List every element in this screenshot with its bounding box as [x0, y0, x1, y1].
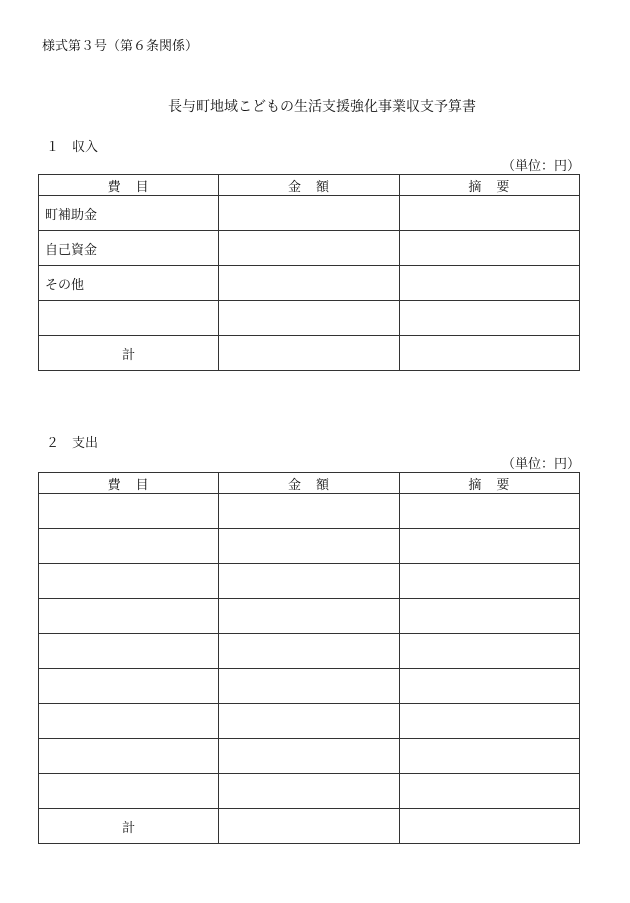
- form-number: 様式第３号（第６条関係）: [42, 39, 199, 54]
- header-summary: 摘 要: [399, 175, 579, 196]
- amount-cell[interactable]: [219, 809, 399, 844]
- summary-cell[interactable]: [399, 494, 579, 529]
- summary-cell[interactable]: [399, 564, 579, 599]
- amount-cell[interactable]: [219, 266, 399, 301]
- header-summary: 摘 要: [399, 473, 579, 494]
- document-title: 長与町地域こどもの生活支援強化事業収支予算書: [168, 99, 476, 115]
- header-item: 費 目: [39, 175, 219, 196]
- income-table: [38, 174, 580, 371]
- table-row: [39, 739, 580, 774]
- summary-cell[interactable]: [399, 301, 579, 336]
- summary-cell[interactable]: [399, 809, 579, 844]
- amount-cell[interactable]: [219, 529, 399, 564]
- table-header-row: [39, 175, 580, 196]
- summary-cell[interactable]: [399, 599, 579, 634]
- table-row: [39, 704, 580, 739]
- amount-cell[interactable]: [219, 774, 399, 809]
- item-cell[interactable]: [39, 494, 219, 529]
- table-row: [39, 529, 580, 564]
- amount-cell[interactable]: [219, 231, 399, 266]
- income-heading: １ 収入: [46, 140, 99, 155]
- summary-cell[interactable]: [399, 266, 579, 301]
- item-cell[interactable]: [39, 599, 219, 634]
- summary-cell[interactable]: [399, 529, 579, 564]
- table-row: [39, 231, 580, 266]
- expense-heading: ２ 支出: [46, 436, 99, 451]
- expense-unit: （単位：円）: [501, 457, 580, 472]
- item-cell[interactable]: [39, 634, 219, 669]
- item-cell[interactable]: [39, 704, 219, 739]
- header-amount: 金 額: [219, 473, 399, 494]
- summary-cell[interactable]: [399, 634, 579, 669]
- summary-cell[interactable]: [399, 704, 579, 739]
- amount-cell[interactable]: [219, 599, 399, 634]
- summary-cell[interactable]: [399, 196, 579, 231]
- table-row: [39, 301, 580, 336]
- total-label: 計: [39, 809, 219, 844]
- item-cell[interactable]: [39, 774, 219, 809]
- income-unit: （単位：円）: [501, 159, 580, 174]
- amount-cell[interactable]: [219, 634, 399, 669]
- summary-cell[interactable]: [399, 774, 579, 809]
- total-row: [39, 809, 580, 844]
- header-item: 費 目: [39, 473, 219, 494]
- table-row: [39, 599, 580, 634]
- item-cell[interactable]: [39, 301, 219, 336]
- table-header-row: [39, 473, 580, 494]
- item-cell: 自己資金: [39, 231, 219, 266]
- header-amount: 金 額: [219, 175, 399, 196]
- item-cell[interactable]: [39, 564, 219, 599]
- table-row: [39, 634, 580, 669]
- table-row: [39, 196, 580, 231]
- item-cell[interactable]: [39, 739, 219, 774]
- amount-cell[interactable]: [219, 336, 399, 371]
- amount-cell[interactable]: [219, 704, 399, 739]
- table-row: [39, 494, 580, 529]
- amount-cell[interactable]: [219, 669, 399, 704]
- table-row: [39, 669, 580, 704]
- table-row: [39, 564, 580, 599]
- item-cell[interactable]: [39, 529, 219, 564]
- total-row: [39, 336, 580, 371]
- summary-cell[interactable]: [399, 739, 579, 774]
- item-cell: 町補助金: [39, 196, 219, 231]
- item-cell[interactable]: [39, 669, 219, 704]
- amount-cell[interactable]: [219, 494, 399, 529]
- table-row: [39, 266, 580, 301]
- amount-cell[interactable]: [219, 301, 399, 336]
- table-row: [39, 774, 580, 809]
- summary-cell[interactable]: [399, 336, 579, 371]
- amount-cell[interactable]: [219, 196, 399, 231]
- item-cell: その他: [39, 266, 219, 301]
- amount-cell[interactable]: [219, 739, 399, 774]
- amount-cell[interactable]: [219, 564, 399, 599]
- summary-cell[interactable]: [399, 231, 579, 266]
- expense-table: [38, 472, 580, 844]
- total-label: 計: [39, 336, 219, 371]
- summary-cell[interactable]: [399, 669, 579, 704]
